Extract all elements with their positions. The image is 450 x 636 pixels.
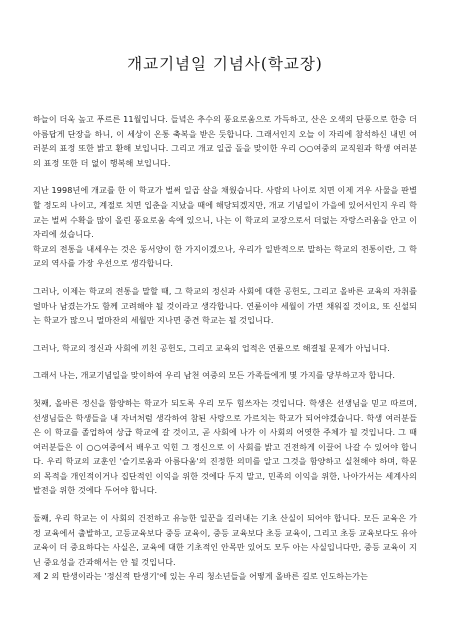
paragraph-contribution: 그러나, 학교의 정신과 사회에 끼친 공헌도, 그리고 교육의 업적은 연륜으로 해결될 문제가 아닙니다. — [33, 342, 390, 353]
document-title: 개교기념일 기념사(학교장) — [127, 55, 323, 73]
paragraph-tradition: 학교의 전통을 내세우는 것은 동서양이 한 가지이겠으나, 우리가 일반적으로 말하는 학교의 전통이란, 그 학교의 역사를 가장 우선으로 생각합니다. — [33, 243, 417, 269]
paragraph-first-point: 첫째, 올바른 정신을 함양하는 학교가 되도록 우리 모두 힘쓰자는 것입니다. 학생은 선생님을 믿고 따르며, 선생님들은 학생들을 내 자녀처럼 생각하여 참된 사랑으로 가르치는 학교가 되어야겠습니다. 학생 여러분들은 이 학교를 졸업하여 상급 학교에 갈 것이고, 곧 사회에 나가 이 사회의 어엿한 주체가 될 것입니다. 그 때 여러분들은 이 ○○여중에서 배우고 익힌 그 정신으로 이 사회를 밝고 건전하게 이끌어 나갈 수 있어야 합니다. 우리 학교의 교훈인 '슬기로움과 아름다움'의 진정한 의미를 알고 그것을 함양하고 실천해야 하며, 학문의 목적을 개인적이거나 집단적인 이익을 위한 것에다 두지 말고, 민족의 이익을 위한, 나아가서는 세계사의 발전을 위한 것에다 두어야 합니다. — [33, 397, 417, 496]
paragraph-request: 그래서 나는, 개교기념일을 맞이하여 우리 남천 여중의 모든 가족들에게 몇 가지를 당부하고자 합니다. — [33, 370, 396, 381]
paragraph-continuation: 제 2 의 탄생이라는 '정신적 탄생기'에 있는 우리 청소년들을 어떻게 올바른 길로 인도하는가는 — [33, 571, 368, 582]
paragraph-intro: 하늘이 더욱 높고 푸르른 11월입니다. 들녘은 추수의 풍요로움으로 가득하고, 산은 오색의 단풍으로 한층 더 아름답게 단장을 하니, 이 세상이 온통 축복을 받은 듯합니다. 그래서인지 오늘 이 자리에 참석하신 내빈 여러분의 표정 또한 밝고 환해 보입니다. 그리고 개교 일곱 돌을 맞이한 우리 ○○여중의 교직원과 학생 여러분의 표정 또한 더 없이 행복해 보입니다. — [33, 114, 417, 168]
paragraph-spirit: 그러나, 이제는 학교의 전통을 말할 때, 그 학교의 정신과 사회에 대한 공헌도, 그리고 올바른 교육의 자취를 얼마나 남겼는가도 함께 고려해야 될 것이라고 생각합니다. 연륜이야 세월이 가면 채워질 것이요, 또 신설되는 학교가 많으니 멀마잔의 세월만 지나면 중견 학교는 될 것입니다. — [33, 285, 417, 326]
paragraph-founding: 지난 1998년에 개교를 한 이 학교가 벌써 일곱 살을 채웠습니다. 사람의 나이로 치면 이제 겨우 사물을 판별할 정도의 나이고, 계절로 치면 입춘을 지났을 때에 해당되겠지만, 개교 기념일이 가을에 있어서인지 우리 학교는 벌써 수확을 많이 올린 풍요로움 속에 있으니, 나는 이 학교의 교장으로서 더없는 자랑스러움을 안고 이 자리에 섰습니다. — [33, 185, 417, 240]
paragraph-second-point: 둘째, 우리 학교는 이 사회의 건전하고 유능한 일꾼을 길러내는 기초 산실이 되어야 합니다. 모든 교육은 가정 교육에서 출발하고, 고등교육보다 중등 교육이, 중등 교육보다 초등 교육이, 그리고 초등 교육보다도 유아 교육이 더 중요하다는 사실은, 교육에 대한 기초적인 안목만 있어도 모두 아는 사실입니다만, 중등 교육이 지닌 중요성을 간과해서는 안 될 것입니다. — [33, 513, 417, 567]
